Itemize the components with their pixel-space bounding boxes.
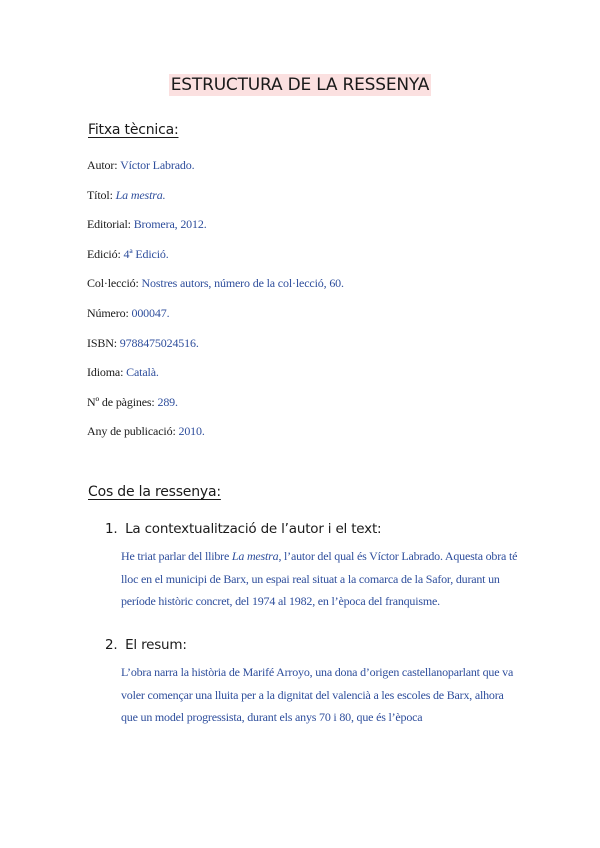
field-colleccio: Col·lecció: Nostres autors, número de la col·lecció, 60. — [87, 276, 344, 291]
field-value: Víctor Labrado. — [120, 158, 195, 172]
section-number: 2. — [105, 637, 118, 653]
section-title: El resum: — [125, 637, 187, 653]
field-idioma: Idioma: Català. — [87, 365, 159, 380]
field-value: La mestra. — [115, 187, 166, 202]
fitxa-field-list — [87, 157, 344, 453]
field-label: Número — [87, 305, 126, 320]
field-label: Editorial — [87, 217, 128, 232]
field-label: ISBN — [87, 335, 114, 350]
field-titol: Títol: La mestra. — [87, 187, 166, 202]
field-label: Títol — [87, 187, 110, 202]
field-label: Col·lecció — [87, 276, 136, 291]
field-numero: Número: 000047. — [87, 305, 170, 320]
field-label: Idioma — [87, 365, 121, 380]
field-editorial: Editorial: Bromera, 2012. — [87, 217, 207, 232]
section-heading-contextualitzacio — [105, 521, 381, 537]
section-title: La contextualització de l’autor i el text: — [125, 521, 382, 537]
fitxa-heading: Fitxa tècnica: — [88, 122, 179, 138]
field-value: 289. — [157, 394, 178, 409]
section-heading-resum — [105, 637, 187, 653]
page-title: ESTRUCTURA DE LA RESSENYA — [170, 75, 430, 95]
field-label: Edició — [87, 246, 118, 261]
field-value: 000047. — [131, 305, 170, 320]
section-number: 1. — [105, 521, 118, 537]
field-label: Nº de pàgines — [87, 394, 152, 409]
field-autor: Autor: Víctor Labrado. — [87, 158, 195, 172]
field-value: 4ª Edició. — [123, 246, 169, 261]
field-isbn: ISBN: 9788475024516. — [87, 335, 199, 350]
field-any: Any de publicació: 2010. — [87, 424, 205, 439]
field-value: Català. — [126, 365, 159, 380]
field-label: Autor — [87, 158, 115, 172]
field-value: Bromera, 2012. — [133, 217, 207, 232]
section-paragraph-resum: L’obra narra la història de Marifé Arroyo, una dona d’origen castellanoparlant que va voler començar una lluita per a la dignitat del valencià a les escoles de Barx, alhora que un model progressista, durant els anys 70 i 80, que és l’època — [121, 665, 514, 724]
field-edicio: Edició: 4ª Edició. — [87, 246, 169, 261]
cos-heading: Cos de la ressenya: — [88, 484, 221, 500]
field-value: 2010. — [178, 424, 205, 439]
field-value: 9788475024516. — [119, 335, 199, 350]
field-pagines: Nº de pàgines: 289. — [87, 394, 178, 409]
field-value: Nostres autors, número de la col·lecció, 60. — [141, 276, 344, 291]
field-label: Any de publicació — [87, 424, 173, 439]
section-paragraph-contextualitzacio: He triat parlar del llibre La mestra, l’autor del qual és Víctor Labrado. Aquesta obra té lloc en el municipi de Barx, un espai real situat a la comarca de la Safor, durant un període històric concret, del 1974 al 1982, en l’època del franquisme. — [121, 549, 518, 608]
